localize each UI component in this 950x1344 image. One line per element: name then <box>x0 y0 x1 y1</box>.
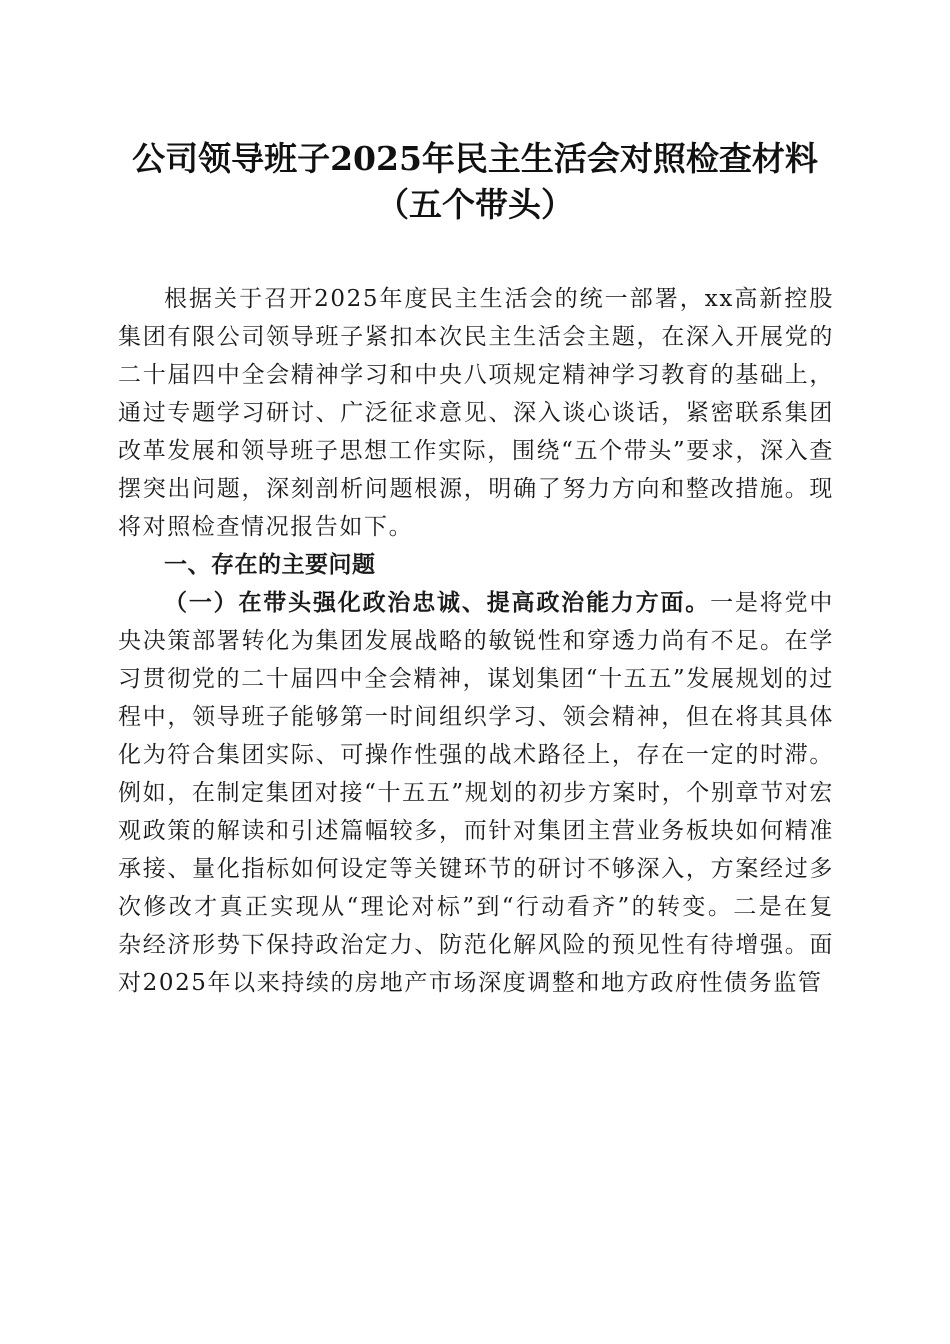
intro-paragraph: 根据关于召开2025年度民主生活会的统一部署，xx高新控股集团有限公司领导班子紧扣本次民主生活会主题，在深入开展党的二十届四中全会精神学习和中央八项规定精神学习教育的基础上，通过专题学习研讨、广泛征求意见、深入谈心谈话，紧密联系集团改革发展和领导班子思想工作实际，围绕“五个带头”要求，深入查摆突出问题，深刻剖析问题根源，明确了努力方向和整改措施。现将对照检查情况报告如下。 <box>118 286 834 540</box>
section-heading: 一、存在的主要问题 <box>164 552 376 578</box>
document-body <box>118 280 834 1002</box>
document-title: 公司领导班子2025年民主生活会对照检查材料（五个带头） <box>132 139 818 224</box>
subsection-heading: （一）在带头强化政治忠诚、提高政治能力方面。 <box>164 589 711 616</box>
subsection-paragraph <box>118 584 834 1002</box>
subsection-body: 一是将党中央决策部署转化为集团发展战略的敏锐性和穿透力尚有不足。在学习贯彻党的二十届四中全会精神，谋划集团“十五五”发展规划的过程中，领导班子能够第一时间组织学习、领会精神，但在将其具体化为符合集团实际、可操作性强的战术路径上，存在一定的时滞。例如，在制定集团对接“十五五”规划的初步方案时，个别章节对宏观政策的解读和引述篇幅较多，而针对集团主营业务板块如何精准承接、量化指标如何设定等关键环节的研讨不够深入，方案经过多次修改才真正实现从“理论对标”到“行动看齐”的转变。二是在复杂经济形势下保持政治定力、防范化解风险的预见性有待增强。面对2025年以来持续的房地产市场深度调整和地方政府性债务监管 <box>118 590 835 996</box>
